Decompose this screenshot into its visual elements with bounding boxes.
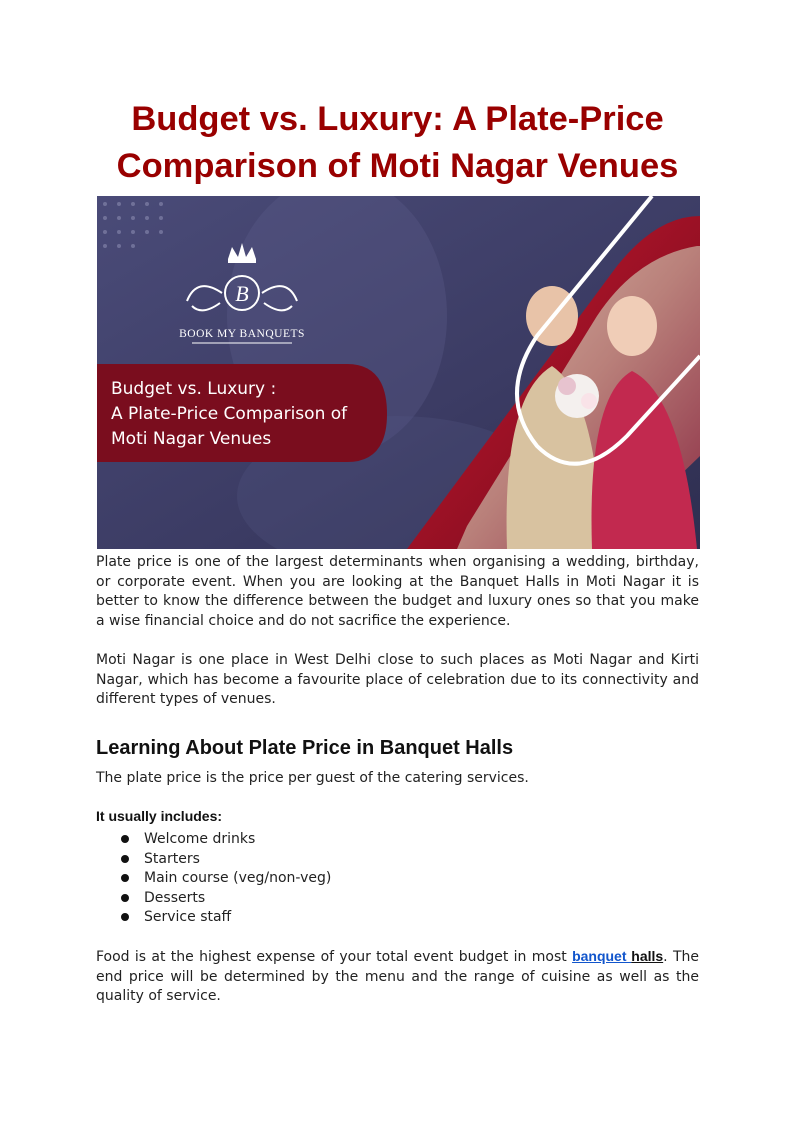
- banner-image: [97, 196, 700, 549]
- list-item: Main course (veg/non-veg): [96, 869, 331, 889]
- bullet-icon: [121, 874, 129, 882]
- svg-text:B: B: [235, 281, 249, 306]
- section-heading: Learning About Plate Price in Banquet Halls: [96, 737, 514, 759]
- includes-list: [96, 830, 331, 928]
- banner-caption-line3: Moti Nagar Venues: [111, 429, 272, 449]
- bullet-icon: [121, 894, 129, 902]
- definition-paragraph: The plate price is the price per guest of the catering services.: [96, 770, 529, 786]
- bullet-icon: [121, 855, 129, 863]
- banquet-halls-link[interactable]: banquet: [572, 948, 632, 964]
- location-paragraph: Moti Nagar is one place in West Delhi close to such places as Moti Nagar and Kirti Nagar, which has become a favourite place of celebration due to its connectivity and different types of venues.: [96, 652, 699, 707]
- brand-name: BOOK MY BANQUETS: [179, 328, 305, 340]
- banner-caption-line1: Budget vs. Luxury :: [111, 379, 277, 399]
- page-title: Budget vs. Luxury: A Plate-Price Comparison of Moti Nagar Venues: [116, 100, 679, 185]
- bullet-icon: [121, 835, 129, 843]
- list-item: Service staff: [96, 908, 331, 928]
- banner-caption-line2: A Plate-Price Comparison of: [111, 404, 348, 424]
- closing-paragraph: Food is at the highest expense of your total event budget in most banquet halls. The end price will be determined by the menu and the range of cuisine as well as the quality of service.: [96, 948, 699, 1004]
- list-item: Desserts: [96, 889, 331, 909]
- bullet-icon: [121, 913, 129, 921]
- intro-paragraph: Plate price is one of the largest determinants when organising a wedding, birthday, or corporate event. When you are looking at the Banquet Halls in Moti Nagar it is better to know the difference between the budget and luxury ones so that you make a wise financial choice and do not sacrifice the experience.: [96, 554, 699, 629]
- banner-artwork: [97, 196, 700, 549]
- includes-label: It usually includes:: [96, 808, 223, 824]
- list-item: Starters: [96, 850, 331, 870]
- halls-link[interactable]: halls: [631, 948, 664, 964]
- list-item: Welcome drinks: [96, 830, 331, 850]
